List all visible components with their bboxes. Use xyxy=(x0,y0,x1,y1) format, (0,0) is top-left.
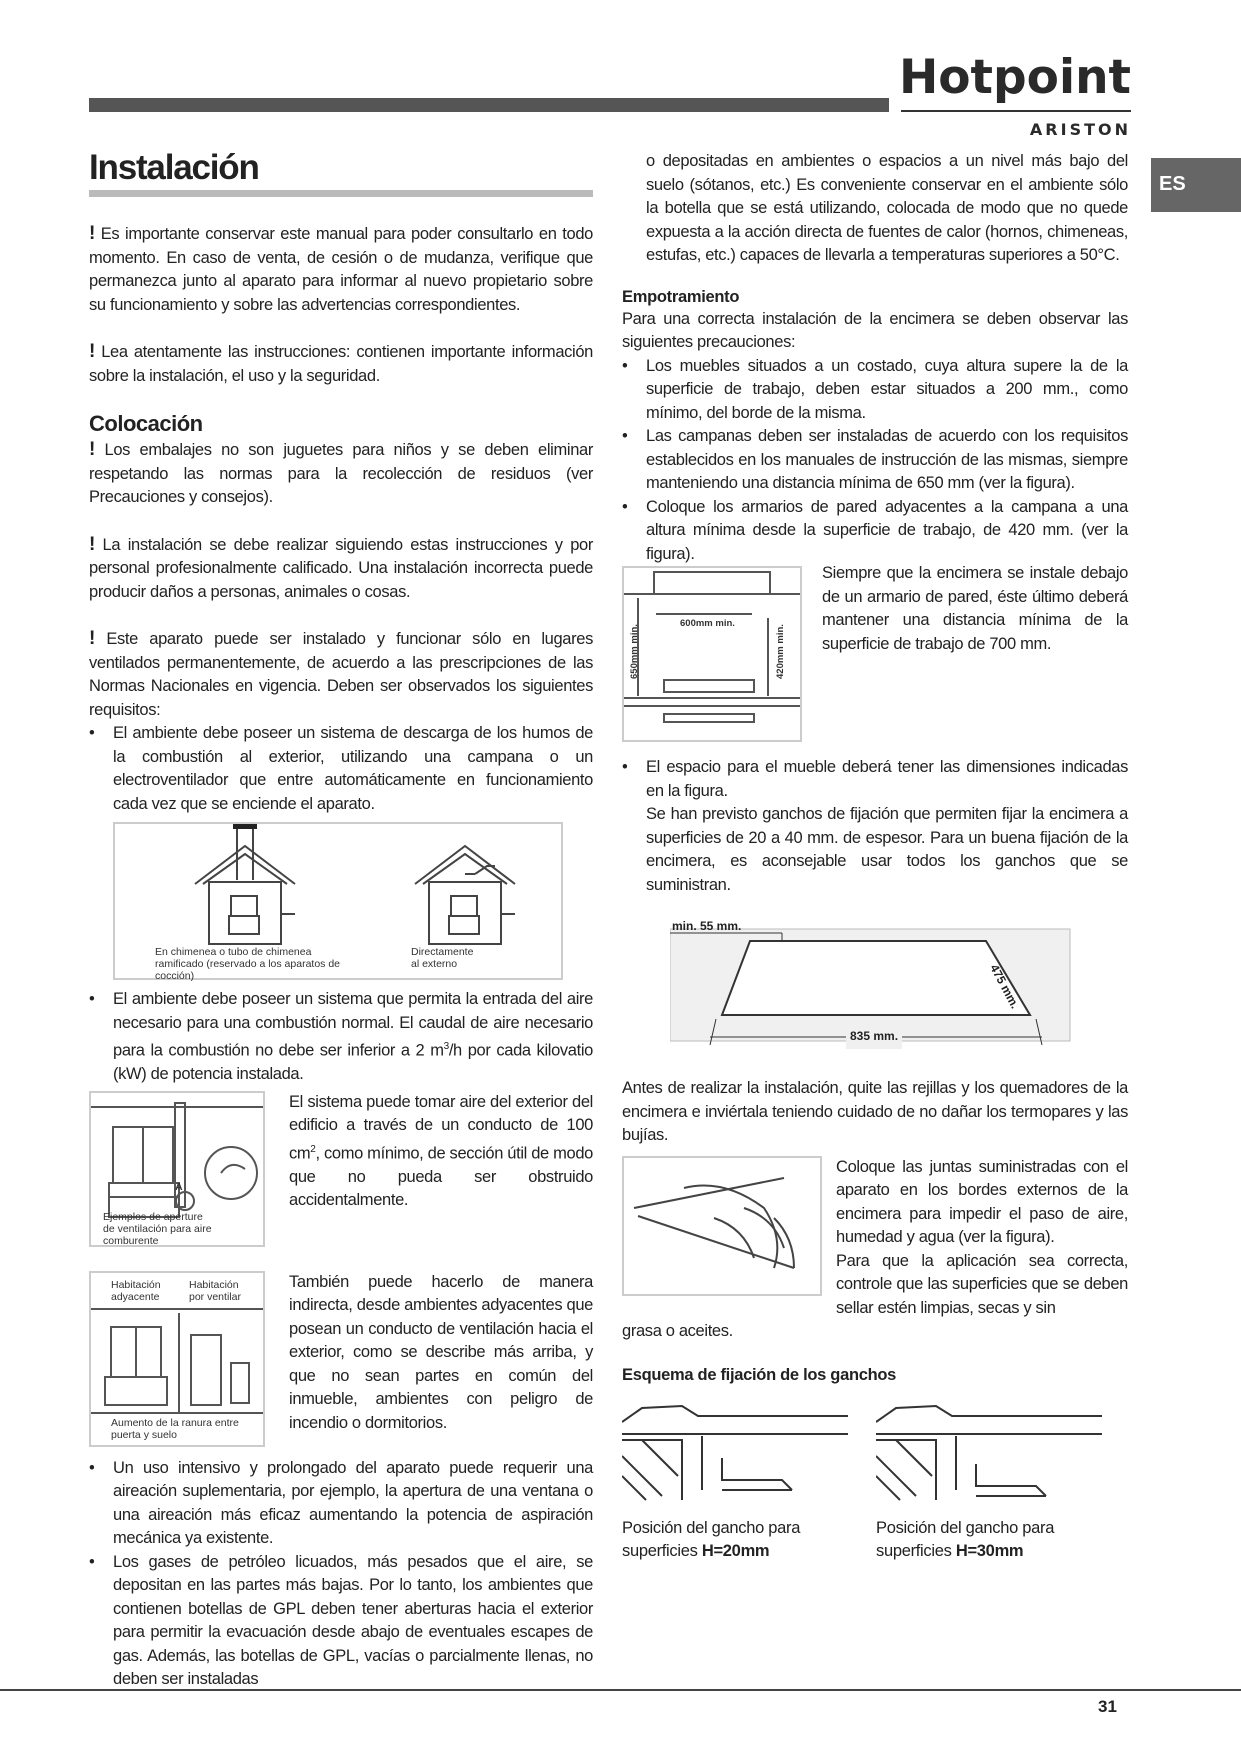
indirect-paragraph: También puede hacerlo de manera indirecta, desde ambientes adyacentes que posean un conducto de ventilación hacia el exterior, como se describe más arriba, y que no sean partes en común del inmueble, ambientes con peligro de incendio o dormitorios. xyxy=(289,1272,593,1432)
figure-label-adjacent: Habitación adyacente xyxy=(111,1278,161,1303)
seal-paragraph-1: Coloque las juntas suministradas con el aparato en los bordes externos de la encimera para impedir el paso de aire, humedad y agua (ver la figura). xyxy=(836,1157,1128,1246)
figure-label-min: min. 55 mm. xyxy=(672,919,742,933)
list-item: • Los muebles situados a un costado, cuya altura supere la de la superficie de trabajo, deben estar situados a 200 mm., como mínimo, del borde de la misma. xyxy=(622,355,1128,426)
seal-text-block xyxy=(836,1156,1128,1321)
figure-chimney-exhaust xyxy=(113,822,563,980)
section-title-hooks: Esquema de fijación de los ganchos xyxy=(622,1365,897,1384)
colocacion-paragraph-1: ! Los embalajes no son juguetes para niños y se deben eliminar respetando las normas para la recolección de residuos (ver Precauciones y consejos). xyxy=(89,439,594,506)
requirements-list xyxy=(89,722,593,816)
figure-hood-clearance xyxy=(622,566,802,742)
figure-caption-door: Aumento de la ranura entre puerta y suelo xyxy=(111,1416,239,1441)
section-title-colocacion: Colocación xyxy=(89,411,203,436)
figure-seal xyxy=(622,1156,822,1296)
empotramiento-list xyxy=(622,355,1128,567)
ventilation-row xyxy=(89,1091,593,1247)
empotramiento-list-2 xyxy=(622,756,1128,897)
ventilation-paragraph: El sistema puede tomar aire del exterior del edificio a través de un conducto de 100 $cm^2$, como mínimo, de sección útil de modo que no pueda ser obstruido accidentalmente. xyxy=(289,1092,593,1209)
figure-label-a: A xyxy=(175,1180,183,1193)
brand-name: Hotpoint xyxy=(898,50,1131,105)
figure-label-width: 835 mm. xyxy=(846,1025,902,1049)
warning-icon: ! xyxy=(89,439,95,460)
figure-label-depth: 475 mm. xyxy=(987,961,1023,1011)
figure-label-ventilate: Habitación por ventilar xyxy=(189,1278,241,1303)
cabinet-row xyxy=(622,566,1128,742)
figure-cutout-dimensions xyxy=(670,911,1090,1057)
seal-paragraph-3: grasa o aceites. xyxy=(622,1322,733,1340)
list-item: • Un uso intensivo y prolongado del aparato puede requerir una aireación suplementaria, por ejemplo, la apertura de una ventana o una aireación más eficaz aumentando la potencia de aspiración mecánica ya existente. xyxy=(89,1457,593,1551)
brand-divider xyxy=(901,110,1131,112)
title-underline xyxy=(89,190,593,197)
brand-subname: ARISTON xyxy=(1029,120,1131,139)
figure-adjacent-room xyxy=(89,1271,265,1447)
colocacion-paragraph-3: ! Este aparato puede ser instalado y funcionar sólo en lugares ventilados permanentemente, de acuerdo a las prescripciones de las Normas Nacionales en vigencia. Deben ser observados los siguientes requisitos: xyxy=(89,628,593,719)
header-bar xyxy=(89,98,889,112)
list-item-continued: o depositadas en ambientes o espacios a un nivel más bajo del suelo (sótanos, etc.) Es conveniente conservar en el ambiente sólo la botella que se está utilizando, colocada de modo que no quede expuesta a la acción directa de fuentes de calor (hornos, chimeneas, estufas, etc.) capaces de llevarla a temperaturas superiores a 50°C. xyxy=(646,152,1128,264)
continued-list xyxy=(622,150,1128,268)
seal-illustration xyxy=(624,1158,820,1294)
warning-icon: ! xyxy=(89,223,95,244)
list-item: • El ambiente debe poseer un sistema de descarga de los humos de la combustión al exterior, utilizando una campana o un electroventilador que entre automáticamente en funcionamiento cada vez que se enciende el aparato. xyxy=(89,722,593,816)
figure-ventilation xyxy=(89,1091,265,1247)
brand-logo xyxy=(895,52,1131,139)
warning-icon: ! xyxy=(89,341,95,362)
empotramiento-intro: Para una correcta instalación de la encimera se deben observar las siguientes precauciones: xyxy=(622,309,1128,351)
intro-paragraph-2: ! Lea atentamente las instrucciones: contienen importante información sobre la instalación, el uso y la seguridad. xyxy=(89,341,594,385)
list-item: • El ambiente debe poseer un sistema que permita la entrada del aire necesario para una combustión normal. El caudal de aire necesario para la combustión no debe ser inferior a 2 $m^3/h$ por cada kilovatio (kW) de potencia instalada. xyxy=(89,988,593,1087)
right-column xyxy=(622,150,1128,1563)
figure-caption-left: En chimenea o tubo de chimenea ramificado (reservado a los aparatos de cocción) xyxy=(155,946,341,982)
hook-20-illustration xyxy=(622,1400,848,1504)
hood-clearance-illustration xyxy=(624,568,800,740)
before-install-paragraph: Antes de realizar la instalación, quite las rejillas y los quemadores de la encimera e inviértala teniendo cuidado de no dañar los termopares y las bujías. xyxy=(622,1079,1128,1144)
requirements-list-3 xyxy=(89,1457,593,1692)
list-item: • Coloque los armarios de pared adyacentes a la campana a una altura mínima desde la superficie de trabajo, de 420 mm. (ver la figura). xyxy=(622,496,1128,567)
list-item: • Los gases de petróleo licuados, más pesados que el aire, se depositan en las partes más bajas. Por lo tanto, los ambientes que contienen botellas de GPL deben tener aberturas hacia el exterior para permitir la evacuación desde abajo de eventuales escapes de gas. Además, las botellas de GPL, vacías o parcialmente llenas, no deben ser instaladas xyxy=(89,1551,593,1692)
hook-caption-20: Posición del gancho para superficies H=20mm xyxy=(622,1519,801,1560)
section-title-empotramiento: Empotramiento xyxy=(622,287,740,306)
hook-30-illustration xyxy=(876,1400,1102,1504)
figure-label-hood-height: 650mm min. xyxy=(629,624,640,679)
footer-rule xyxy=(0,1689,1241,1691)
figure-caption-right: Directamente al externo xyxy=(411,946,474,970)
warning-icon: ! xyxy=(89,533,95,555)
figure-label-cabinet-height: 420mm min. xyxy=(775,624,786,679)
figure-caption-ventilation: Ejemplos de aperture de ventilación para aire comburente xyxy=(103,1210,212,1247)
cabinet-paragraph: Siempre que la encimera se instale debajo de un armario de pared, éste último deberá mantener una distancia mínima de la superficie de trabajo de 700 mm. xyxy=(822,564,1128,653)
list-item: • Las campanas deben ser instaladas de acuerdo con los requisitos establecidos en los manuales de instrucción de las mismas, siempre manteniendo una distancia mínima de 650 mm (ver la figura). xyxy=(622,425,1128,496)
figure-label-width: 600mm min. xyxy=(680,618,735,629)
hooks-figures xyxy=(622,1400,1128,1564)
hook-figure-30 xyxy=(876,1400,1102,1564)
intro-paragraph-1: ! Es importante conservar este manual para poder consultarlo en todo momento. En caso de venta, de cesión o de mudanza, verifique que permanezca junto al aparato para informar al nuevo propietario sobre su funcionamiento y sobre las advertencias correspondientes. xyxy=(89,223,594,314)
warning-icon: ! xyxy=(89,628,95,649)
list-item: • El espacio para el mueble deberá tener las dimensiones indicadas en la figura. Se han previsto ganchos de fijación que permiten fijar la encimera a superficies de 20 a 40 mm. de espesor. Para un buena fijación de la encimera, es aconsejable usar todos los ganchos que se suministran. xyxy=(622,756,1128,897)
page-title: Instalación xyxy=(89,148,259,187)
seal-row xyxy=(622,1156,1128,1321)
requirements-list-2 xyxy=(89,988,593,1087)
hook-caption-30: Posición del gancho para superficies H=30mm xyxy=(876,1519,1055,1560)
left-column xyxy=(89,148,593,1692)
seal-paragraph-2: Para que la aplicación sea correcta, controle que las superficies que se deben sellar estén limpias, secas y sin xyxy=(836,1251,1128,1317)
language-tab: ES xyxy=(1151,158,1241,212)
page-number: 31 xyxy=(1098,1697,1117,1716)
indirect-row xyxy=(89,1271,593,1447)
hook-figure-20 xyxy=(622,1400,848,1564)
colocacion-paragraph-2: ! La instalación se debe realizar siguiendo estas instrucciones y por personal profesionalmente calificado. Una instalación incorrecta puede producir daños a personas, animales o cosas. xyxy=(89,533,594,601)
